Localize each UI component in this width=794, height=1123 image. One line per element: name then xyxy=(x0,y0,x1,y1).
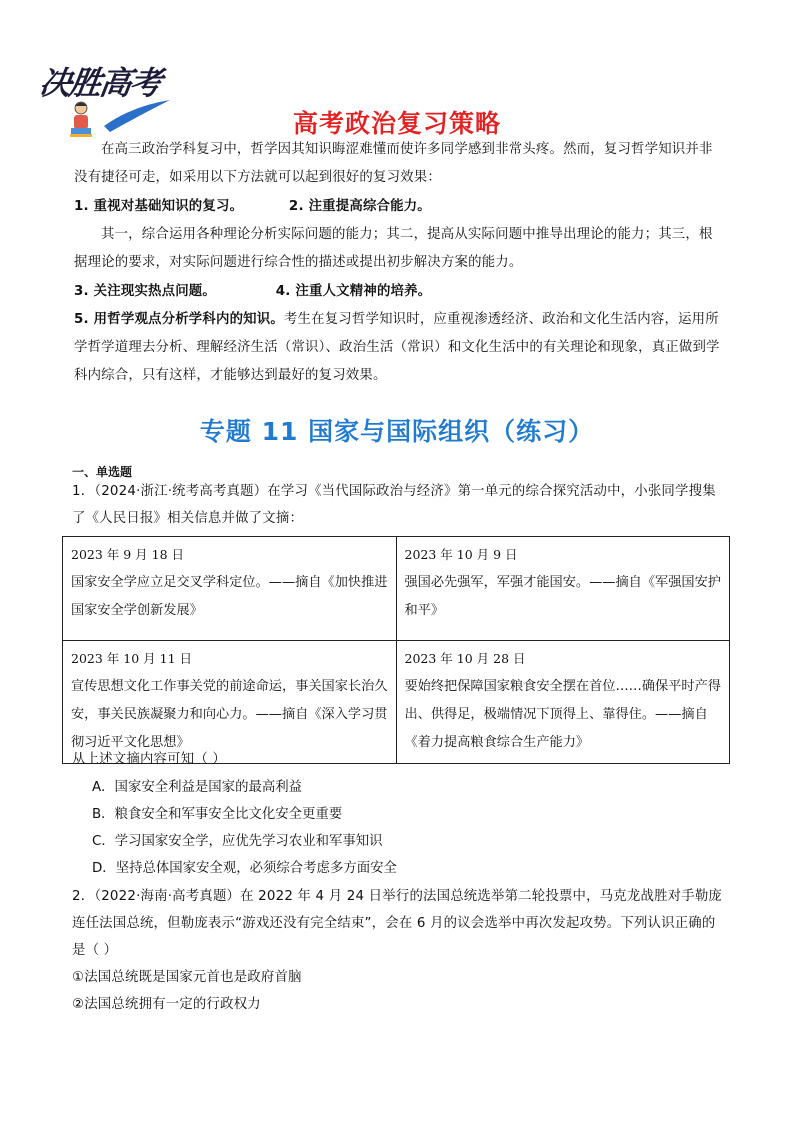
digest-date: 2023 年 10 月 28 日 xyxy=(404,651,526,666)
topic-title: 专题 11 国家与国际组织（练习） xyxy=(199,417,595,446)
option-d[interactable]: D．坚持总体国家安全观，必须综合考虑多方面安全 xyxy=(92,861,397,876)
strategy-points-row-2 xyxy=(74,278,722,306)
digest-cell xyxy=(396,537,730,641)
question-1-prompt: 从上述文摘内容可知（ ） xyxy=(72,752,226,767)
question-2-stem: 2．（2022·海南·高考真题）在 2022 年 4 月 24 日举行的法国总统选举第二轮投票中，马克龙战胜对手勒庞连任法国总统，但勒庞表示“游戏还没有完全结束”，会在 6 月的议会选举中再次发起攻势。下列认识正确的是（ ） xyxy=(72,889,723,958)
digest-cell xyxy=(63,537,397,641)
strategy-points-row-1 xyxy=(74,193,722,221)
digest-text: 强国必先强军，军强才能国安。——摘自《军强国安护和平》 xyxy=(404,575,721,618)
strategy-title: 高考政治复习策略 xyxy=(292,109,501,138)
digest-text: 宣传思想文化工作事关党的前途命运，事关国家长治久安，事关民族凝聚力和向心力。——摘自《深入学习贯彻习近平文化思想》 xyxy=(71,679,388,750)
point-4: 4. 注重人文精神的培养。 xyxy=(275,284,432,299)
digest-date: 2023 年 10 月 9 日 xyxy=(404,547,518,562)
option-a[interactable]: A．国家安全利益是国家的最高利益 xyxy=(92,780,303,795)
logo-text: 决胜高考 xyxy=(37,64,163,102)
point-3: 3. 关注现实热点问题。 xyxy=(74,284,216,299)
question-1-stem: 1．（2024·浙江·统考高考真题）在学习《当代国际政治与经济》第一单元的综合探究活动中，小张同学搜集了《人民日报》相关信息并做了文摘： xyxy=(72,484,716,526)
question-2-item-2: ②法国总统拥有一定的行政权力 xyxy=(72,997,261,1012)
digest-date: 2023 年 9 月 18 日 xyxy=(71,547,185,562)
digest-text: 要始终把保障国家粮食安全摆在首位……确保平时产得出、供得足，极端情况下顶得上、靠得住。——摘自《着力提高粮食综合生产能力》 xyxy=(404,679,721,750)
strategy-intro: 在高三政治学科复习中，哲学因其知识晦涩难懂而使许多同学感到非常头疼。然而，复习哲学知识并非没有捷径可走，如采用以下方法就可以起到很好的复习效果： xyxy=(74,142,713,185)
point-5-paragraph xyxy=(74,306,722,390)
point-5-heading: 5. 用哲学观点分析学科内的知识。 xyxy=(74,312,284,327)
digest-text: 国家安全学应立足交叉学科定位。——摘自《加快推进国家安全学创新发展》 xyxy=(71,575,388,618)
point-1: 1. 重视对基础知识的复习。 xyxy=(74,199,244,214)
ability-paragraph: 其一，综合运用各种理论分析实际问题的能力；其二，提高从实际问题中推导出理论的能力；其三，根据理论的要求，对实际问题进行综合性的描述或提出初步解决方案的能力。 xyxy=(74,227,713,270)
point-2: 2. 注重提高综合能力。 xyxy=(288,199,431,214)
point-5-text: 考生在复习哲学知识时，应重视渗透经济、政治和文化生活内容，运用所学哲学道理去分析、理解经济生活（常识）、政治生活（常识）和文化生活中的有关理论和现象，真正做到学科内综合，只有这样，才能够达到最好的复习效果。 xyxy=(74,312,720,383)
option-b[interactable]: B．粮食安全和军事安全比文化安全更重要 xyxy=(92,807,343,822)
digest-date: 2023 年 10 月 11 日 xyxy=(71,651,192,666)
option-c[interactable]: C．学习国家安全学，应优先学习农业和军事知识 xyxy=(92,834,383,849)
digest-table xyxy=(62,536,730,764)
section-label: 一、单选题 xyxy=(72,465,133,479)
question-2-item-1: ①法国总统既是国家元首也是政府首脑 xyxy=(72,970,302,985)
